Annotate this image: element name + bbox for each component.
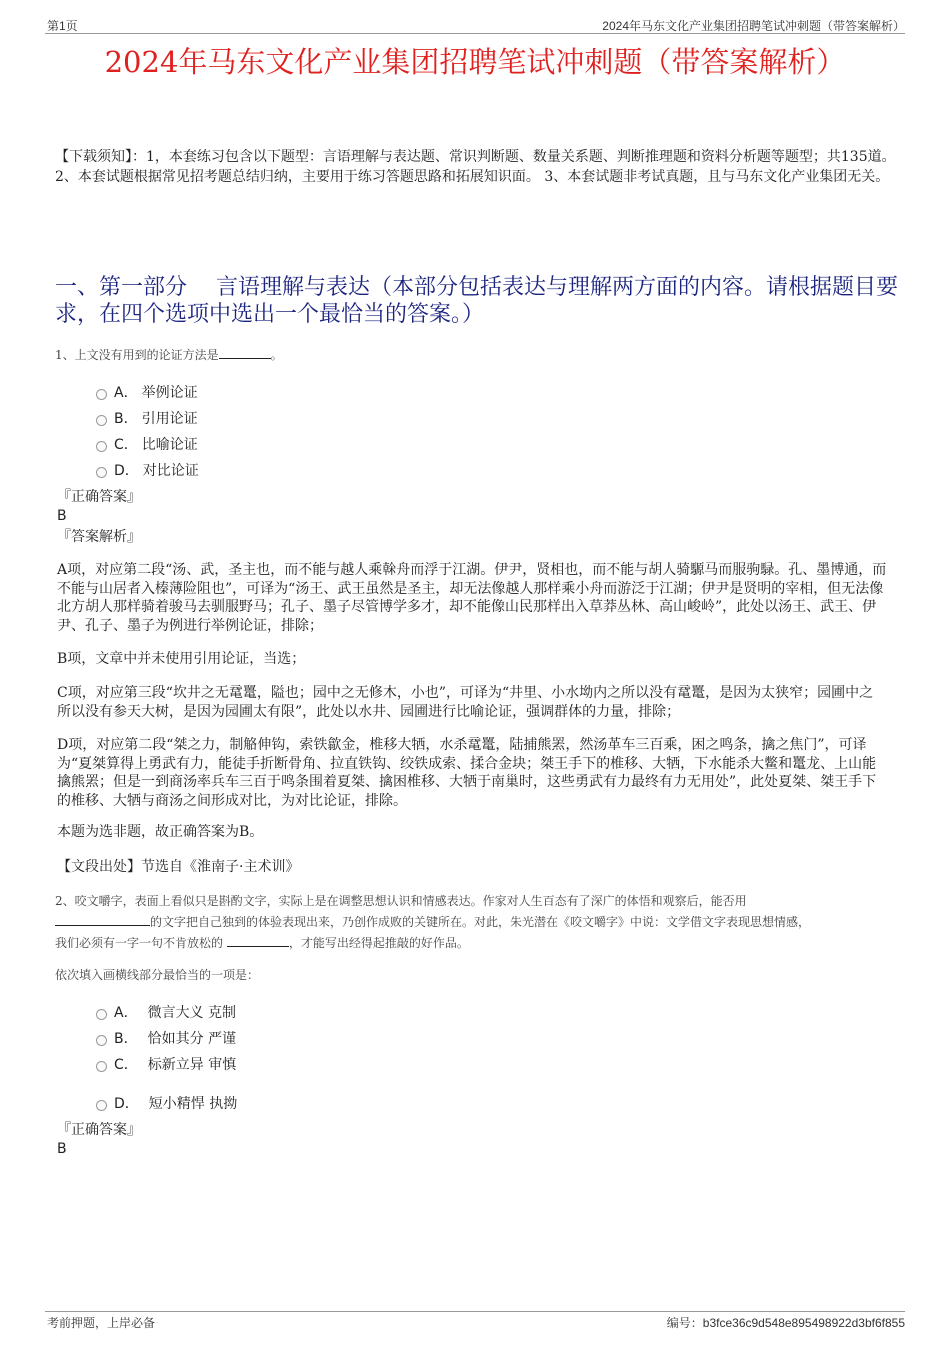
footer-code bbox=[667, 1314, 905, 1331]
stem-line-1: 2、咬文嚼字，表面上看似只是斟酌文字，实际上是在调整思想认识和情感表达。作家对人生百态有了深广的体悟和观察后，能否用 bbox=[55, 894, 747, 908]
q1-option-a[interactable] bbox=[96, 382, 198, 402]
option-text: 恰如其分 严谨 bbox=[147, 1031, 237, 1047]
blank-2 bbox=[227, 935, 289, 947]
analysis-option-d: D项，对应第二段“桀之力，制觡伸钩，索铁歙金，椎移大牺，水杀鼋鼍，陆捕熊罴，然汤革车三百乘，困之鸣条，擒之焦门”，可译为“夏桀算得上勇武有力，能徒手折断骨角、拉直铁钩、绞铁成索、揉合金块；桀王手下的椎移、大牺，下水能杀大鳖和鼍龙、上山能擒熊罴；但是一到商汤率兵车三百于鸣条围着夏桀、擒困椎移、大牺于南巢时，这些勇武有力最终有力无用处”，此处夏桀、桀王手下的椎移、大牺与商汤之间形成对比，为对比论证，排除。 bbox=[57, 737, 877, 809]
header-divider bbox=[45, 33, 905, 34]
analysis-option-b: B项，文章中并未使用引用论证，当选； bbox=[57, 651, 306, 667]
radio-icon[interactable] bbox=[96, 1100, 107, 1111]
stem-line-3-end: ，才能写出经得起推敲的好作品。 bbox=[288, 936, 469, 950]
header-doc-title: 2024年马东文化产业集团招聘笔试冲刺题（带答案解析） bbox=[602, 19, 905, 33]
option-letter: B． bbox=[114, 1031, 138, 1047]
stem-line-3: 我们必须有一字一句不肯放松的 bbox=[55, 936, 224, 950]
q1-option-c[interactable] bbox=[96, 434, 198, 454]
download-notice: 【下载须知】：1，本套练习包含以下题型：言语理解与表达题、常识判断题、数量关系题、判断推理题和资料分析题等题型；共135道。 2、本套试题根据常见招考题总结归纳，主要用于练习答题思路和拓展知识面。 3、本套试题非考试真题，且与马东文化产业集团无关。 bbox=[55, 149, 896, 185]
analysis-source: 【文段出处】节选自《淮南子·主术训》 bbox=[57, 859, 300, 875]
question-2-stem bbox=[55, 891, 895, 954]
q2-option-d[interactable] bbox=[96, 1093, 237, 1113]
q1-analysis-label: 『答案解析』 bbox=[57, 529, 141, 545]
q1-answer: B bbox=[57, 508, 67, 524]
q2-answer-label: 『正确答案』 bbox=[57, 1122, 141, 1138]
option-text: 引用论证 bbox=[141, 411, 198, 427]
option-text: 对比论证 bbox=[142, 463, 199, 479]
radio-icon[interactable] bbox=[96, 389, 107, 400]
stem-end: 。 bbox=[270, 348, 283, 362]
option-text: 微言大义 克制 bbox=[147, 1005, 237, 1021]
footer-divider bbox=[45, 1311, 905, 1312]
q2-option-b[interactable] bbox=[96, 1028, 236, 1048]
option-text: 短小精悍 执拗 bbox=[148, 1096, 238, 1112]
page-number: 第1页 bbox=[47, 19, 78, 33]
option-letter: C． bbox=[114, 437, 138, 453]
blank bbox=[219, 347, 271, 359]
stem-line-2: 的文字把自己独到的体验表现出来，乃创作成败的关键所在。对此，朱光潜在《咬文嚼字》中说：文学借文字表现思想情感， bbox=[150, 915, 811, 929]
page-title: 2024年马东文化产业集团招聘笔试冲刺题（带答案解析） bbox=[104, 45, 846, 79]
radio-icon[interactable] bbox=[96, 1009, 107, 1020]
option-letter: D． bbox=[114, 1096, 139, 1112]
blank-1 bbox=[55, 914, 150, 926]
stem-text: 1、上文没有用到的论证方法是 bbox=[55, 348, 219, 362]
section-heading: 一、第一部分 言语理解与表达（本部分包括表达与理解两方面的内容。请根据题目要求，在四个选项中选出一个最恰当的答案。） bbox=[55, 275, 898, 327]
q2-answer: B bbox=[57, 1141, 67, 1157]
code-value: b3fce36c9d548e895498922d3bf6f855 bbox=[702, 1316, 905, 1330]
radio-icon[interactable] bbox=[96, 441, 107, 452]
option-letter: D． bbox=[114, 463, 139, 479]
radio-icon[interactable] bbox=[96, 415, 107, 426]
analysis-conclusion: 本题为选非题，故正确答案为B。 bbox=[57, 824, 264, 840]
analysis-option-a: A项，对应第二段“汤、武，圣主也，而不能与越人乘榦舟而浮于江湖。伊尹，贤相也，而不能与胡人骑騵马而服驹騄。孔、墨博通，而不能与山居者入榛薄险阻也”，可译为“汤王、武王虽然是圣主，却无法像越人那样乘小舟而游泛于江湖；伊尹是贤明的宰相，但无法像北方胡人那样骑着骏马去驯服野马；孔子、墨子尽管博学多才，却不能像山民那样出入草莽丛林、高山峻岭”，此处以汤王、武王、伊尹、孔子、墨子为例进行举例论证，排除； bbox=[57, 562, 887, 634]
analysis-option-c: C项，对应第三段“坎井之无鼋鼍，隘也；园中之无修木，小也”，可译为“井里、小水坳内之所以没有鼋鼍，是因为太狭窄；园圃中之所以没有参天大树，是因为园圃太有限”，此处以水井、园圃进行比喻论证，强调群体的力量，排除； bbox=[57, 685, 874, 720]
q1-option-d[interactable] bbox=[96, 460, 199, 480]
q2-option-c[interactable] bbox=[96, 1054, 236, 1074]
option-letter: B． bbox=[114, 411, 138, 427]
option-text: 标新立异 审慎 bbox=[147, 1057, 237, 1073]
option-letter: A． bbox=[114, 385, 138, 401]
question-2-prompt: 依次填入画横线部分最恰当的一项是： bbox=[55, 968, 260, 982]
radio-icon[interactable] bbox=[96, 1061, 107, 1072]
question-1-stem bbox=[55, 345, 283, 366]
footer-slogan: 考前押题，上岸必备 bbox=[47, 1316, 156, 1330]
option-letter: A． bbox=[114, 1005, 138, 1021]
option-letter: C． bbox=[114, 1057, 138, 1073]
radio-icon[interactable] bbox=[96, 467, 107, 478]
radio-icon[interactable] bbox=[96, 1035, 107, 1046]
code-label: 编号： bbox=[666, 1316, 703, 1330]
option-text: 举例论证 bbox=[141, 385, 198, 401]
option-text: 比喻论证 bbox=[141, 437, 198, 453]
q1-answer-label: 『正确答案』 bbox=[57, 489, 141, 505]
q1-option-b[interactable] bbox=[96, 408, 198, 428]
q2-option-a[interactable] bbox=[96, 1002, 236, 1022]
